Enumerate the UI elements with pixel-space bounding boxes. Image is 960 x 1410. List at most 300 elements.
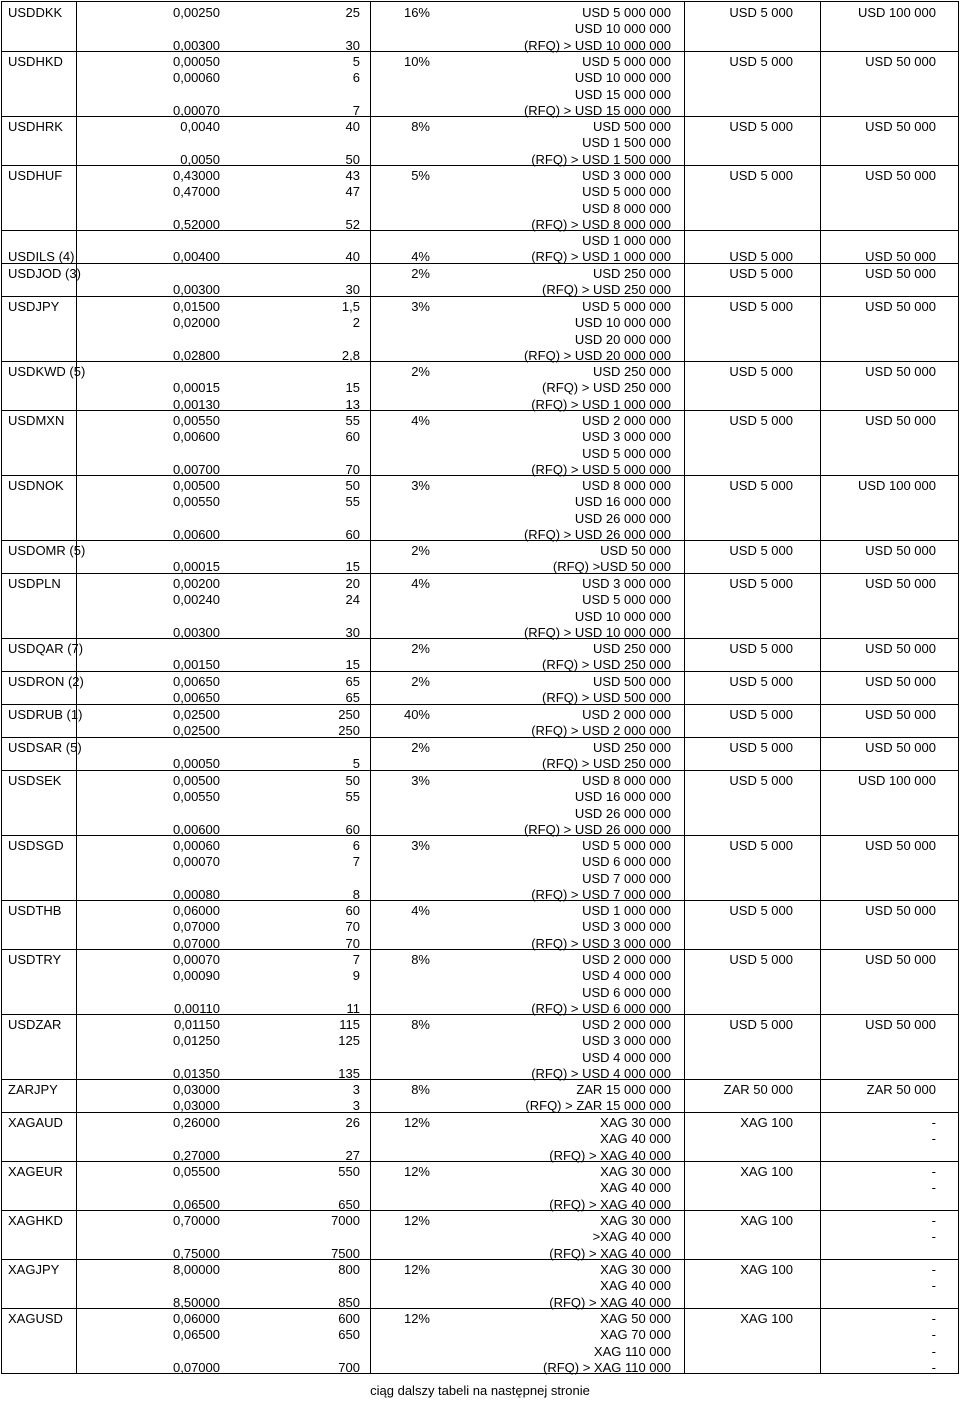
instrument-symbol: USDNOK: [8, 478, 64, 493]
table-row: [2, 704, 958, 737]
volume-tier: ZAR 15 000 000: [576, 1082, 671, 1097]
points-value: 55: [345, 494, 360, 510]
volume-tier: USD 10 000 000: [574, 608, 671, 624]
table-row: [2, 1112, 958, 1161]
volume-tier: USD 15 000 000: [574, 86, 671, 102]
table-row: [2, 410, 958, 475]
max-volume: USD 100 000: [857, 478, 936, 493]
instrument-symbol: USDZAR: [8, 1017, 62, 1032]
volume-tier: (RFQ) > USD 10 000 000: [523, 37, 671, 53]
max-volume: USD 100 000: [857, 5, 936, 20]
points-value: 115: [339, 1017, 360, 1032]
spread-value: 0,07000: [173, 935, 220, 951]
max-volume: -: [931, 1262, 936, 1277]
margin-value: 3%: [411, 838, 430, 853]
points-value: 60: [345, 429, 360, 445]
volume-tier: (RFQ) > USD 15 000 000: [523, 102, 671, 118]
spread-value: 0,02000: [173, 315, 220, 331]
table-row: [2, 2, 958, 51]
volume-tier: USD 7 000 000: [582, 870, 671, 886]
spread-value: 0,01250: [173, 1033, 220, 1049]
instrument-symbol: ZARJPY: [8, 1082, 58, 1097]
volume-tier: USD 26 000 000: [574, 805, 671, 821]
table-row: [2, 1079, 958, 1112]
spread-value: 0,00600: [173, 526, 220, 542]
spread-value: 0,00500: [173, 773, 220, 788]
volume-tier: >XAG 40 000: [592, 1229, 671, 1245]
spread-value: 0,27000: [173, 1147, 220, 1163]
points-value: 6: [352, 838, 360, 853]
table-row: [2, 835, 958, 900]
max-volume: -: [931, 1164, 936, 1179]
volume-tier: (RFQ) > USD 250 000: [542, 657, 671, 673]
spread-value: 0,00300: [173, 624, 220, 640]
points-value: 24: [345, 592, 360, 608]
points-value: 47: [345, 184, 360, 200]
volume-tier: (RFQ) > USD 500 000: [542, 690, 671, 706]
table-row: [2, 737, 958, 770]
volume-tier: XAG 30 000: [600, 1213, 671, 1228]
spread-value: 0,00070: [173, 952, 220, 967]
table-row: [2, 51, 958, 116]
max-volume: USD 50 000: [865, 266, 936, 281]
max-volume: USD 50 000: [865, 249, 936, 265]
volume-tier: USD 2 000 000: [582, 707, 671, 722]
spread-value: 0,00200: [173, 576, 220, 591]
min-volume: USD 5 000: [729, 952, 793, 967]
points-value: 650: [338, 1327, 360, 1343]
table-row: [2, 573, 958, 638]
max-volume: USD 100 000: [857, 773, 936, 788]
volume-tier: USD 5 000 000: [582, 54, 671, 69]
points-value: 9: [352, 968, 360, 984]
spread-value: 0,00050: [173, 54, 220, 69]
min-volume: XAG 100: [740, 1311, 793, 1326]
volume-tier: (RFQ) > USD 7 000 000: [531, 886, 671, 902]
volume-tier: USD 5 000 000: [582, 592, 671, 608]
instrument-symbol: XAGJPY: [8, 1262, 60, 1277]
spread-value: 0,01350: [173, 1065, 220, 1081]
spread-value: 0,06500: [173, 1327, 220, 1343]
margin-value: 8%: [411, 119, 430, 134]
max-volume: -: [931, 1229, 936, 1245]
margin-value: 2%: [411, 641, 430, 656]
volume-tier: USD 10 000 000: [574, 315, 671, 331]
volume-tier: USD 2 000 000: [582, 413, 671, 428]
volume-tier: USD 2 000 000: [582, 1017, 671, 1032]
points-value: 8: [352, 886, 360, 902]
volume-tier: (RFQ) > XAG 40 000: [549, 1196, 671, 1212]
volume-tier: USD 5 000 000: [582, 445, 671, 461]
volume-tier: XAG 70 000: [600, 1327, 671, 1343]
volume-tier: USD 50 000: [600, 543, 671, 558]
volume-tier: (RFQ) > USD 1 000 000: [531, 249, 671, 265]
volume-tier: (RFQ) > USD 1 000 000: [531, 396, 671, 412]
min-volume: XAG 100: [740, 1164, 793, 1179]
margin-value: 16%: [403, 5, 430, 20]
spread-value: 0,02500: [173, 723, 220, 739]
max-volume: USD 50 000: [865, 576, 936, 591]
max-volume: USD 50 000: [865, 641, 936, 656]
spread-value: 0,00550: [173, 494, 220, 510]
margin-value: 12%: [403, 1164, 430, 1179]
spread-value: 0,00015: [173, 559, 220, 575]
min-volume: USD 5 000: [729, 249, 793, 265]
table-row: [2, 949, 958, 1014]
margin-value: 12%: [403, 1213, 430, 1228]
table-row: [2, 1014, 958, 1079]
volume-tier: USD 20 000 000: [574, 331, 671, 347]
points-value: 5: [352, 756, 360, 772]
margin-value: 8%: [411, 1017, 430, 1032]
instrument-symbol: USDRON (2): [8, 674, 84, 689]
spread-value: 0,05500: [173, 1164, 220, 1179]
volume-tier: (RFQ) > USD 250 000: [542, 282, 671, 298]
min-volume: USD 5 000: [729, 740, 793, 755]
volume-tier: XAG 40 000: [600, 1131, 671, 1147]
table-row: [2, 165, 958, 230]
max-volume: -: [931, 1180, 936, 1196]
points-value: 55: [345, 789, 360, 805]
points-value: 60: [345, 821, 360, 837]
spread-value: 0,07000: [173, 1359, 220, 1375]
volume-tier: (RFQ) > USD 8 000 000: [531, 216, 671, 232]
spread-value: 0,00700: [173, 461, 220, 477]
margin-value: 2%: [411, 543, 430, 558]
instrument-symbol: USDSEK: [8, 773, 62, 788]
table-row: [2, 900, 958, 949]
margin-value: 2%: [411, 364, 430, 379]
volume-tier: USD 5 000 000: [582, 299, 671, 314]
table-row: [2, 1210, 958, 1259]
margin-value: 12%: [403, 1311, 430, 1326]
min-volume: USD 5 000: [729, 168, 793, 183]
volume-tier: XAG 40 000: [600, 1278, 671, 1294]
instrument-symbol: XAGUSD: [8, 1311, 63, 1326]
spread-value: 0,00650: [173, 690, 220, 706]
spread-value: 0,00250: [173, 5, 220, 20]
volume-tier: (RFQ) > XAG 40 000: [549, 1147, 671, 1163]
min-volume: XAG 100: [740, 1115, 793, 1130]
volume-tier: USD 3 000 000: [582, 1033, 671, 1049]
table-row: [2, 1308, 958, 1373]
spread-value: 0,00110: [173, 1000, 220, 1016]
instrument-symbol: USDTHB: [8, 903, 62, 918]
points-value: 800: [338, 1262, 360, 1277]
min-volume: USD 5 000: [729, 54, 793, 69]
spread-value: 8,50000: [173, 1294, 220, 1310]
points-value: 2,8: [341, 347, 360, 363]
max-volume: USD 50 000: [865, 740, 936, 755]
volume-tier: USD 3 000 000: [582, 919, 671, 935]
volume-tier: XAG 50 000: [600, 1311, 671, 1326]
points-value: 30: [345, 624, 360, 640]
points-value: 7: [352, 854, 360, 870]
spread-value: 0,00060: [173, 838, 220, 853]
spread-value: 0,03000: [173, 1082, 220, 1097]
volume-tier: (RFQ) > XAG 40 000: [549, 1245, 671, 1261]
instrument-symbol: USDMXN: [8, 413, 65, 428]
volume-tier: USD 4 000 000: [582, 1049, 671, 1065]
instrument-symbol: USDOMR (5): [8, 543, 86, 558]
max-volume: USD 50 000: [865, 1017, 936, 1032]
instrument-symbol: USDJOD (3): [8, 266, 81, 281]
spread-value: 0,00650: [173, 674, 220, 689]
max-volume: -: [931, 1359, 936, 1375]
table-row: [2, 1161, 958, 1210]
min-volume: USD 5 000: [729, 674, 793, 689]
spread-value: 0,02800: [173, 347, 220, 363]
points-value: 2: [352, 315, 360, 331]
max-volume: -: [931, 1343, 936, 1359]
points-value: 7: [352, 952, 360, 967]
instrument-symbol: USDTRY: [8, 952, 62, 967]
min-volume: USD 5 000: [729, 478, 793, 493]
volume-tier: USD 250 000: [592, 364, 671, 379]
spread-value: 0,07000: [173, 919, 220, 935]
instrument-symbol: USDHKD: [8, 54, 63, 69]
spread-value: 0,00550: [173, 413, 220, 428]
volume-tier: USD 250 000: [592, 740, 671, 755]
points-value: 6: [352, 70, 360, 86]
min-volume: USD 5 000: [729, 576, 793, 591]
points-value: 3: [352, 1082, 360, 1097]
max-volume: ZAR 50 000: [866, 1082, 936, 1097]
points-value: 40: [345, 119, 360, 134]
spread-value: 0,00090: [173, 968, 220, 984]
margin-value: 4%: [411, 249, 430, 265]
points-value: 50: [345, 151, 360, 167]
spread-value: 0,00050: [173, 756, 220, 772]
instrument-symbol: USDRUB (1): [8, 707, 83, 722]
volume-tier: (RFQ) > USD 26 000 000: [523, 821, 671, 837]
max-volume: USD 50 000: [865, 413, 936, 428]
volume-tier: (RFQ) > XAG 40 000: [549, 1294, 671, 1310]
points-value: 15: [345, 559, 360, 575]
spread-value: 0,06000: [173, 1311, 220, 1326]
spread-value: 0,0040: [180, 119, 220, 134]
volume-tier: USD 16 000 000: [574, 789, 671, 805]
points-value: 27: [345, 1147, 360, 1163]
spread-value: 0,00600: [173, 821, 220, 837]
points-value: 25: [345, 5, 360, 20]
volume-tier: USD 1 000 000: [582, 903, 671, 918]
max-volume: -: [931, 1115, 936, 1130]
spread-value: 0,00070: [173, 102, 220, 118]
points-value: 70: [345, 919, 360, 935]
volume-tier: USD 8 000 000: [582, 200, 671, 216]
spread-value: 0,03000: [173, 1098, 220, 1114]
max-volume: USD 50 000: [865, 952, 936, 967]
margin-value: 4%: [411, 413, 430, 428]
instrument-symbol: XAGHKD: [8, 1213, 63, 1228]
margin-value: 3%: [411, 299, 430, 314]
spread-value: 0,0050: [180, 151, 220, 167]
points-value: 52: [345, 216, 360, 232]
spread-value: 0,00500: [173, 478, 220, 493]
spread-value: 0,06000: [173, 903, 220, 918]
max-volume: USD 50 000: [865, 364, 936, 379]
volume-tier: XAG 30 000: [600, 1115, 671, 1130]
instrument-symbol: USDILS (4): [8, 249, 75, 265]
points-value: 50: [345, 773, 360, 788]
spread-value: 0,75000: [173, 1245, 220, 1261]
max-volume: USD 50 000: [865, 707, 936, 722]
volume-tier: USD 16 000 000: [574, 494, 671, 510]
points-value: 65: [345, 674, 360, 689]
volume-tier: (RFQ) > USD 26 000 000: [523, 526, 671, 542]
points-value: 7000: [331, 1213, 360, 1228]
volume-tier: (RFQ) > USD 5 000 000: [531, 461, 671, 477]
spread-value: 0,43000: [173, 168, 220, 183]
margin-value: 12%: [403, 1262, 430, 1277]
points-value: 135: [338, 1065, 360, 1081]
table-row: [2, 770, 958, 835]
points-value: 30: [345, 282, 360, 298]
instrument-symbol: USDSGD: [8, 838, 64, 853]
max-volume: -: [931, 1278, 936, 1294]
points-value: 600: [338, 1311, 360, 1326]
min-volume: ZAR 50 000: [723, 1082, 793, 1097]
margin-value: 4%: [411, 903, 430, 918]
spread-value: 0,00600: [173, 429, 220, 445]
table-row: [2, 116, 958, 165]
volume-tier: XAG 30 000: [600, 1164, 671, 1179]
continuation-note: ciąg dalszy tabeli na następnej stronie: [370, 1383, 590, 1398]
max-volume: -: [931, 1213, 936, 1228]
margin-value: 5%: [411, 168, 430, 183]
volume-tier: USD 250 000: [592, 266, 671, 281]
points-value: 1,5: [341, 299, 360, 314]
instrument-symbol: USDSAR (5): [8, 740, 82, 755]
max-volume: USD 50 000: [865, 903, 936, 918]
instrument-symbol: USDQAR (7): [8, 641, 84, 656]
table-row: [2, 671, 958, 704]
spread-value: 0,00300: [173, 37, 220, 53]
margin-value: 2%: [411, 740, 430, 755]
volume-tier: USD 8 000 000: [582, 478, 671, 493]
spread-value: 0,26000: [173, 1115, 220, 1130]
min-volume: USD 5 000: [729, 838, 793, 853]
spread-value: 0,02500: [173, 707, 220, 722]
points-value: 125: [338, 1033, 360, 1049]
min-volume: USD 5 000: [729, 413, 793, 428]
spread-value: 0,01500: [173, 299, 220, 314]
volume-tier: USD 5 000 000: [582, 838, 671, 853]
instrument-symbol: XAGEUR: [8, 1164, 63, 1179]
volume-tier: USD 1 500 000: [582, 135, 671, 151]
volume-tier: USD 500 000: [592, 119, 671, 134]
points-value: 65: [345, 690, 360, 706]
volume-tier: (RFQ) > USD 10 000 000: [523, 624, 671, 640]
volume-tier: USD 3 000 000: [582, 429, 671, 445]
spread-value: 0,00400: [173, 249, 220, 265]
spread-value: 8,00000: [173, 1262, 220, 1277]
volume-tier: (RFQ) > USD 4 000 000: [531, 1065, 671, 1081]
min-volume: USD 5 000: [729, 299, 793, 314]
table-row: [2, 638, 958, 671]
spread-value: 0,06500: [173, 1196, 220, 1212]
spread-value: 0,00130: [173, 396, 220, 412]
table-row: [2, 296, 958, 361]
spread-value: 0,70000: [173, 1213, 220, 1228]
max-volume: USD 50 000: [865, 674, 936, 689]
points-value: 3: [352, 1098, 360, 1114]
min-volume: USD 5 000: [729, 5, 793, 20]
spread-value: 0,00240: [173, 592, 220, 608]
volume-tier: USD 3 000 000: [582, 168, 671, 183]
min-volume: USD 5 000: [729, 641, 793, 656]
volume-tier: USD 5 000 000: [582, 5, 671, 20]
points-value: 30: [345, 37, 360, 53]
min-volume: USD 5 000: [729, 119, 793, 134]
max-volume: USD 50 000: [865, 543, 936, 558]
min-volume: XAG 100: [740, 1213, 793, 1228]
min-volume: USD 5 000: [729, 266, 793, 281]
points-value: 13: [345, 396, 360, 412]
volume-tier: (RFQ) > USD 3 000 000: [531, 935, 671, 951]
margin-value: 8%: [411, 1082, 430, 1097]
margin-value: 8%: [411, 952, 430, 967]
instrument-symbol: XAGAUD: [8, 1115, 63, 1130]
volume-tier: (RFQ) > USD 250 000: [542, 380, 671, 396]
volume-tier: XAG 110 000: [593, 1343, 671, 1359]
instrument-symbol: USDJPY: [8, 299, 60, 314]
max-volume: USD 50 000: [865, 299, 936, 314]
table-row: [2, 475, 958, 540]
points-value: 20: [345, 576, 360, 591]
spread-value: 0,00080: [173, 886, 220, 902]
volume-tier: (RFQ) > USD 2 000 000: [531, 723, 671, 739]
margin-value: 40%: [403, 707, 430, 722]
spread-value: 0,00550: [173, 789, 220, 805]
margin-value: 3%: [411, 773, 430, 788]
max-volume: USD 50 000: [865, 838, 936, 853]
margin-value: 12%: [403, 1115, 430, 1130]
max-volume: -: [931, 1327, 936, 1343]
max-volume: USD 50 000: [865, 119, 936, 134]
volume-tier: USD 500 000: [592, 674, 671, 689]
table-row: [2, 1259, 958, 1308]
points-value: 50: [345, 478, 360, 493]
points-value: 40: [345, 249, 360, 265]
table-row: [2, 230, 958, 263]
points-value: 7500: [331, 1245, 360, 1261]
volume-tier: USD 2 000 000: [582, 952, 671, 967]
min-volume: USD 5 000: [729, 1017, 793, 1032]
instrument-table: [1, 1, 959, 1374]
instrument-symbol: USDDKK: [8, 5, 63, 20]
points-value: 26: [345, 1115, 360, 1130]
points-value: 70: [345, 461, 360, 477]
points-value: 55: [345, 413, 360, 428]
points-value: 7: [352, 102, 360, 118]
table-row: [2, 263, 958, 296]
points-value: 700: [338, 1359, 360, 1375]
margin-value: 3%: [411, 478, 430, 493]
points-value: 250: [338, 707, 360, 722]
volume-tier: (RFQ) > ZAR 15 000 000: [525, 1098, 671, 1114]
max-volume: -: [931, 1131, 936, 1147]
volume-tier: USD 3 000 000: [582, 576, 671, 591]
table-row: [2, 540, 958, 573]
min-volume: USD 5 000: [729, 364, 793, 379]
instrument-symbol: USDPLN: [8, 576, 61, 591]
points-value: 15: [345, 380, 360, 396]
min-volume: USD 5 000: [729, 707, 793, 722]
volume-tier: USD 6 000 000: [582, 984, 671, 1000]
volume-tier: XAG 30 000: [600, 1262, 671, 1277]
